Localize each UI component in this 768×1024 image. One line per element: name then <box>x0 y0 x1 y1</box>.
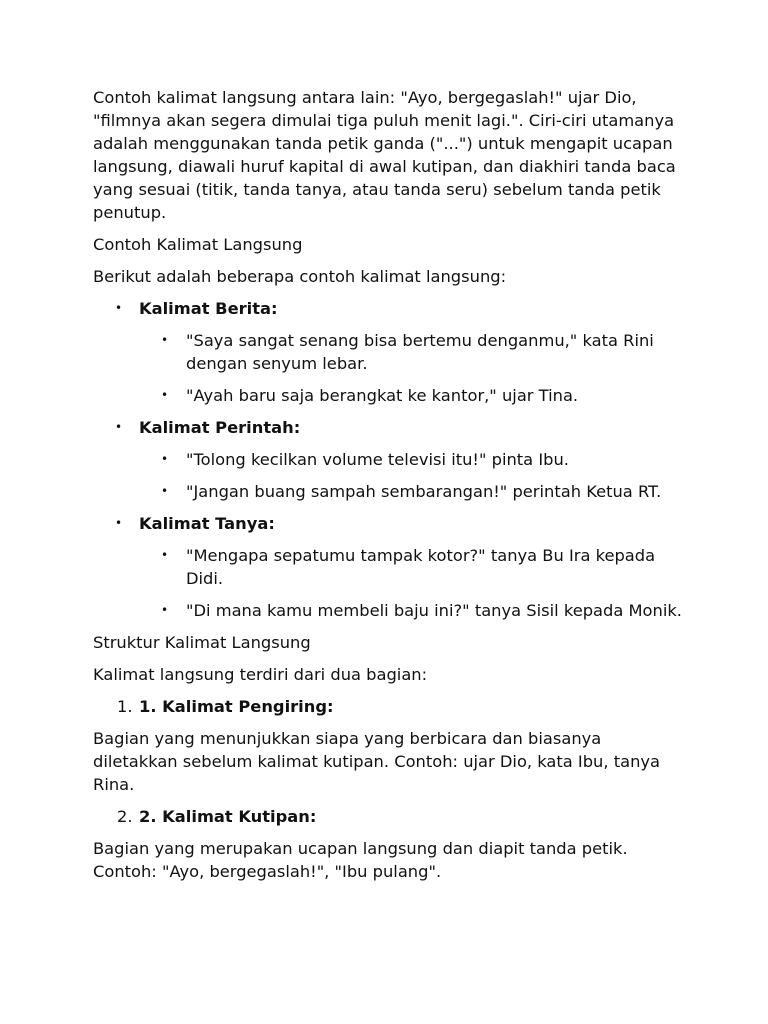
structure-parts-list <box>93 805 683 828</box>
example-group-tanya <box>93 512 683 535</box>
structure-part-kutipan <box>93 805 683 828</box>
example-text: "Di mana kamu membeli baju ini?" tanya Sisil kepada Monik. <box>186 601 682 620</box>
example-item <box>93 384 683 407</box>
example-text: "Ayah baru saja berangkat ke kantor," ujar Tina. <box>186 386 579 405</box>
bullet-icon: • <box>115 301 123 315</box>
part-label: 2. Kalimat Kutipan: <box>139 807 317 826</box>
bullet-icon: • <box>115 420 123 434</box>
section-heading-struktur: Struktur Kalimat Langsung <box>93 633 311 652</box>
example-item <box>93 599 683 622</box>
group-label: Kalimat Berita: <box>139 299 278 318</box>
example-item <box>93 448 683 471</box>
section-lead-contoh: Berikut adalah beberapa contoh kalimat langsung: <box>93 267 507 286</box>
example-text: "Mengapa sepatumu tampak kotor?" tanya Bu Ira kepada Didi. <box>186 546 656 588</box>
bullet-icon: • <box>161 333 169 347</box>
section-lead-struktur: Kalimat langsung terdiri dari dua bagian: <box>93 665 428 684</box>
bullet-icon: • <box>115 516 123 530</box>
bullet-icon: • <box>161 484 169 498</box>
example-groups-list <box>93 297 683 622</box>
bullet-icon: • <box>161 388 169 402</box>
example-group-perintah <box>93 416 683 439</box>
part-description: Bagian yang merupakan ucapan langsung dan diapit tanda petik. Contoh: "Ayo, bergegaslah!", "Ibu pulang". <box>93 839 628 881</box>
bullet-icon: • <box>161 603 169 617</box>
example-item <box>93 544 683 590</box>
part-description: Bagian yang menunjukkan siapa yang berbicara dan biasanya diletakkan sebelum kalimat kutipan. Contoh: ujar Dio, kata Ibu, tanya Rina. <box>93 729 661 794</box>
structure-parts-list <box>93 695 683 718</box>
list-number: 1. <box>117 697 133 716</box>
bullet-icon: • <box>161 548 169 562</box>
bullet-icon: • <box>161 452 169 466</box>
section-heading-contoh: Contoh Kalimat Langsung <box>93 235 303 254</box>
example-text: "Jangan buang sampah sembarangan!" perintah Ketua RT. <box>186 482 662 501</box>
list-number: 2. <box>117 807 133 826</box>
example-text: "Tolong kecilkan volume televisi itu!" pinta Ibu. <box>186 450 569 469</box>
intro-paragraph: Contoh kalimat langsung antara lain: "Ayo, bergegaslah!" ujar Dio, "filmnya akan segera dimulai tiga puluh menit lagi.". Ciri-ciri utamanya adalah menggunakan tanda petik ganda ("...") untuk mengapit ucapan langsung, diawali huruf kapital di awal kutipan, dan diakhiri tanda baca yang sesuai (titik, tanda tanya, atau tanda seru) sebelum tanda petik penutup. <box>93 88 676 222</box>
example-item <box>93 480 683 503</box>
structure-part-pengiring <box>93 695 683 718</box>
example-text: "Saya sangat senang bisa bertemu denganmu," kata Rini dengan senyum lebar. <box>186 331 654 373</box>
group-label: Kalimat Tanya: <box>139 514 275 533</box>
part-label: 1. Kalimat Pengiring: <box>139 697 334 716</box>
example-group-berita <box>93 297 683 320</box>
group-label: Kalimat Perintah: <box>139 418 301 437</box>
example-item <box>93 329 683 375</box>
